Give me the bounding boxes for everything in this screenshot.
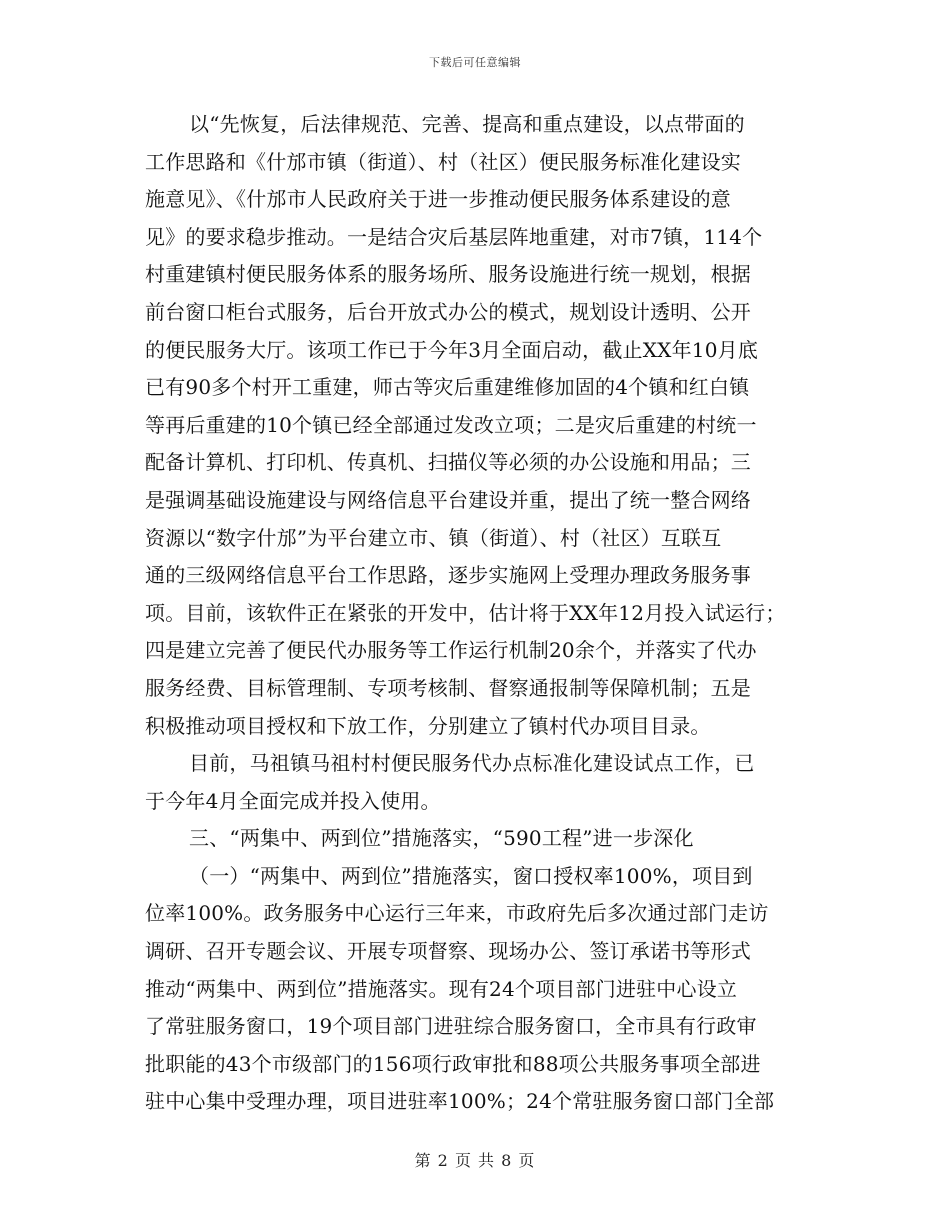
header-note: 下载后可任意编辑 — [429, 56, 521, 69]
paragraph-line: 驻中心集中受理办理，项目进驻率100%；24个常驻服务窗口部门全部 — [145, 1089, 775, 1114]
paragraph-line: 的便民服务大厅。该项工作已于今年3月全面启动，截止XX年10月底 — [145, 337, 759, 362]
paragraph-line: 位率100%。政务服务中心运行三年来，市政府先后多次通过部门走访 — [145, 901, 769, 926]
paragraph-line: 批职能的43个市级部门的156项行政审批和88项公共服务事项全部进 — [145, 1051, 761, 1076]
paragraph-line: 于今年4月全面完成并投入使用。 — [145, 788, 441, 813]
paragraph-line: 见》的要求稳步推动。一是结合灾后基层阵地重建，对市7镇，114个 — [145, 224, 763, 249]
paragraph-line: 项。目前，该软件正在紧张的开发中，估计将于XX年12月投入试运行； — [145, 600, 786, 625]
paragraph-line: 推动“两集中、两到位”措施落实。现有24个项目部门进驻中心设立 — [145, 976, 738, 1001]
paragraph-line: 前台窗口柜台式服务，后台开放式办公的模式，规划设计透明、公开 — [145, 299, 751, 324]
section-heading: 三、“两集中、两到位”措施落实，“590工程”进一步深化 — [189, 826, 694, 851]
paragraph-line: 调研、召开专题会议、开展专项督察、现场办公、签订承诺书等形式 — [145, 939, 751, 964]
document-body — [145, 106, 810, 1121]
paragraph-line: 施意见》、《什邡市人民政府关于进一步推动便民服务体系建设的意 — [145, 187, 731, 212]
paragraph-line: 已有90多个村开工重建，师古等灾后重建维修加固的4个镇和红白镇 — [145, 375, 750, 400]
paragraph-line: 配备计算机、打印机、传真机、扫描仪等必须的办公设施和用品；三 — [145, 450, 751, 475]
paragraph-line: 服务经费、目标管理制、专项考核制、督察通报制等保障机制；五是 — [145, 675, 751, 700]
paragraph-line: 等再后重建的10个镇已经全部通过发改立项；二是灾后重建的村统一 — [145, 412, 757, 437]
subsection-heading: （一）“两集中、两到位”措施落实，窗口授权率100%，项目到 — [189, 863, 753, 888]
paragraph-line: 村重建镇村便民服务体系的服务场所、服务设施进行统一规划，根据 — [145, 262, 751, 287]
paragraph-line: 通的三级网络信息平台工作思路，逐步实施网上受理办理政务服务事 — [145, 563, 751, 588]
paragraph-line: 资源以“数字什邡”为平台建立市、镇（街道）、村（社区）互联互 — [145, 525, 722, 550]
paragraph-line: 积极推动项目授权和下放工作，分别建立了镇村代办项目目录。 — [145, 713, 711, 738]
paragraph-line: 以“先恢复，后法律规范、完善、提高和重点建设，以点带面的 — [189, 112, 745, 136]
paragraph-line: 工作思路和《什邡市镇（街道）、村（社区）便民服务标准化建设实 — [145, 149, 741, 174]
paragraph-line: 是强调基础设施建设与网络信息平台建设并重，提出了统一整合网络 — [145, 487, 751, 512]
paragraph-line: 目前，马祖镇马祖村村便民服务代办点标准化建设试点工作，已 — [189, 751, 755, 776]
paragraph-line: 了常驻服务窗口，19个项目部门进驻综合服务窗口，全市具有行政审 — [145, 1014, 757, 1039]
page-number: 第 2 页 共 8 页 — [414, 1151, 536, 1170]
paragraph-line: 四是建立完善了便民代办服务等工作运行机制20余个，并落实了代办 — [145, 638, 757, 663]
